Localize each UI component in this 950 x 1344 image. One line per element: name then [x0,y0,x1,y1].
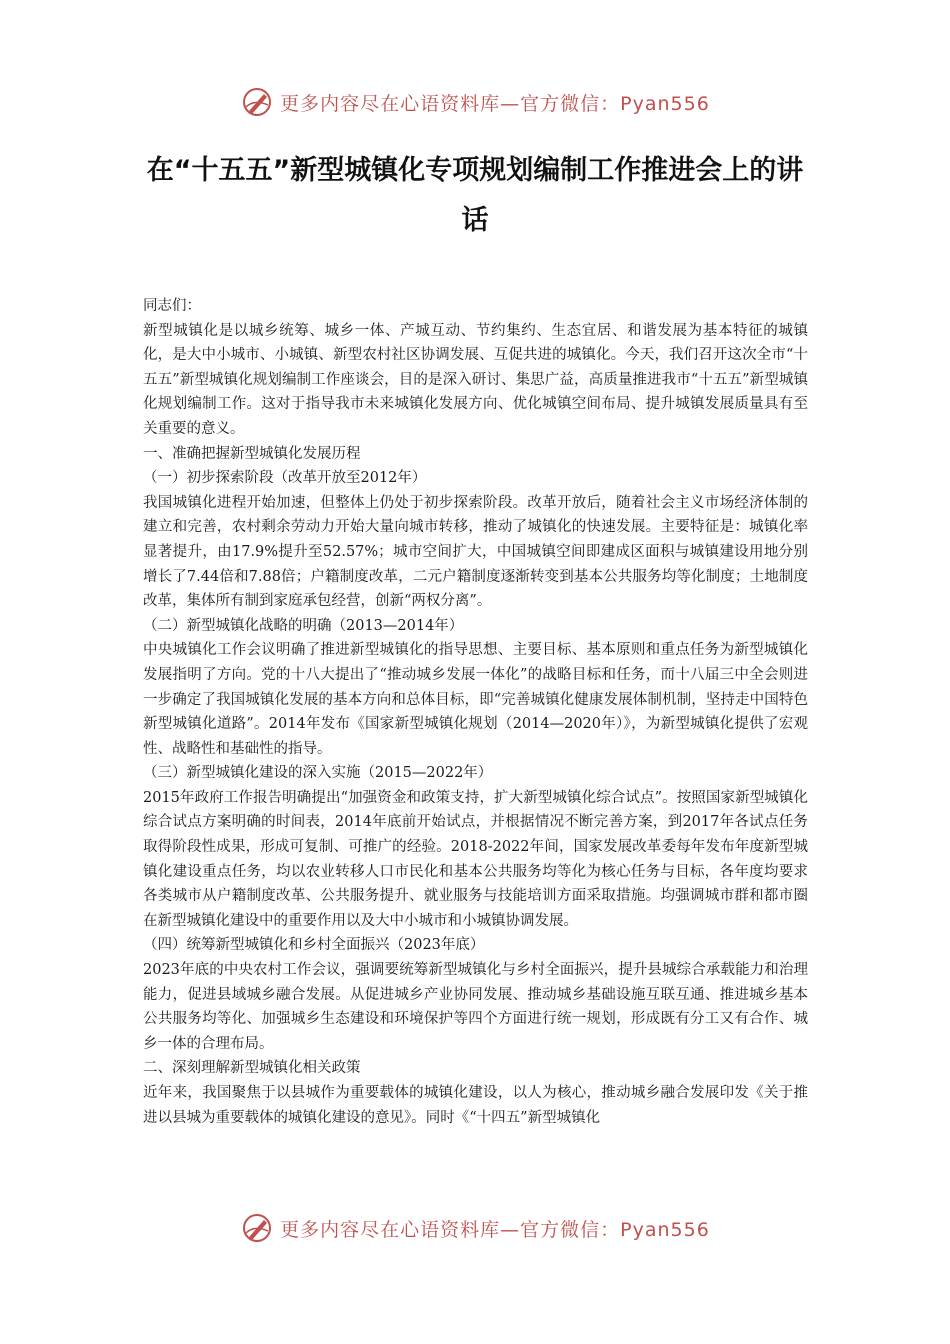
section-heading: 一、准确把握新型城镇化发展历程 [143,445,361,462]
document-body [143,294,808,1130]
subsection-heading: （二）新型城镇化战略的明确（2013—2014年） [143,617,464,634]
header-watermark [0,82,950,122]
pen-logo-icon [240,85,274,119]
salutation: 同志们： [143,298,201,314]
subsection-heading: （一）初步探索阶段（改革开放至2012年） [143,470,427,487]
paragraph: 2015年政府工作报告明确提出“加强资金和政策支持，扩大新型城镇化综合试点”。按照国家新型城镇化综合试点方案明确的时间表，2014年底前开始试点，并根据情况不断完善方案，到2017年各试点任务取得阶段性成果，形成可复制、可推广的经验。2018-2022年间，国家发展改革委每年发布年度新型城镇化建设重点任务，均以农业转移人口市民化和基本公共服务均等化为核心任务与目标，各年度均要求各类城市从户籍制度改革、公共服务提升、就业服务与技能培训方面采取措施。均强调城市群和都市圈在新型城镇化建设中的重要作用以及大中小城市和小城镇协调发展。 [143,789,808,929]
paragraph: 我国城镇化进程开始加速，但整体上仍处于初步探索阶段。改革开放后，随着社会主义市场经济体制的建立和完善，农村剩余劳动力开始大量向城市转移，推动了城镇化的快速发展。主要特征是：城镇化率显著提升，由17.9%提升至52.57%；城市空间扩大，中国城镇空间即建成区面积与城镇建设用地分别增长了7.44倍和7.88倍；户籍制度改革，二元户籍制度逐渐转变到基本公共服务均等化制度；土地制度改革，集体所有制到家庭承包经营，创新“两权分离”。 [143,494,808,610]
paragraph: 2023年底的中央农村工作会议，强调要统筹新型城镇化与乡村全面振兴，提升县城综合承载能力和治理能力，促进县域城乡融合发展。从促进城乡产业协同发展、推动城乡基础设施互联互通、推进城乡基本公共服务均等化、加强城乡生态建设和环境保护等四个方面进行统一规划，形成既有分工又有合作、城乡一体的合理布局。 [143,962,808,1052]
watermark-text: 更多内容尽在心语资料库—官方微信：Pyan556 [280,92,710,115]
document-title: 在“十五五”新型城镇化专项规划编制工作推进会上的讲话 [146,155,804,236]
watermark-text: 更多内容尽在心语资料库—官方微信：Pyan556 [280,1218,710,1241]
subsection-heading: （四）统筹新型城镇化和乡村全面振兴（2023年底） [143,937,485,954]
section-heading: 二、深刻理解新型城镇化相关政策 [143,1060,361,1077]
paragraph: 近年来，我国聚焦于以县城作为重要载体的城镇化建设，以人为核心，推动城乡融合发展印发《关于推进以县城为重要载体的城镇化建设的意见》。同时《“十四五”新型城镇化 [143,1085,808,1126]
footer-watermark [0,1208,950,1248]
paragraph: 新型城镇化是以城乡统筹、城乡一体、产城互动、节约集约、生态宜居、和谐发展为基本特征的城镇化，是大中小城市、小城镇、新型农村社区协调发展、互促共进的城镇化。今天，我们召开这次全市“十五五”新型城镇化规划编制工作座谈会，目的是深入研讨、集思广益，高质量推进我市“十五五”新型城镇化规划编制工作。这对于指导我市未来城镇化发展方向、优化城镇空间布局、提升城镇发展质量具有至关重要的意义。 [143,322,808,437]
pen-logo-icon [240,1211,274,1245]
subsection-heading: （三）新型城镇化建设的深入实施（2015—2022年） [143,765,493,782]
paragraph: 中央城镇化工作会议明确了推进新型城镇化的指导思想、主要目标、基本原则和重点任务为新型城镇化发展指明了方向。党的十八大提出了“推动城乡发展一体化”的战略目标和任务，而十八届三中全会则进一步确定了我国城镇化发展的基本方向和总体目标，即“完善城镇化健康发展体制机制，坚持走中国特色新型城镇化道路”。2014年发布《国家新型城镇化规划（2014—2020年）》，为新型城镇化提供了宏观性、战略性和基础性的指导。 [143,642,808,757]
